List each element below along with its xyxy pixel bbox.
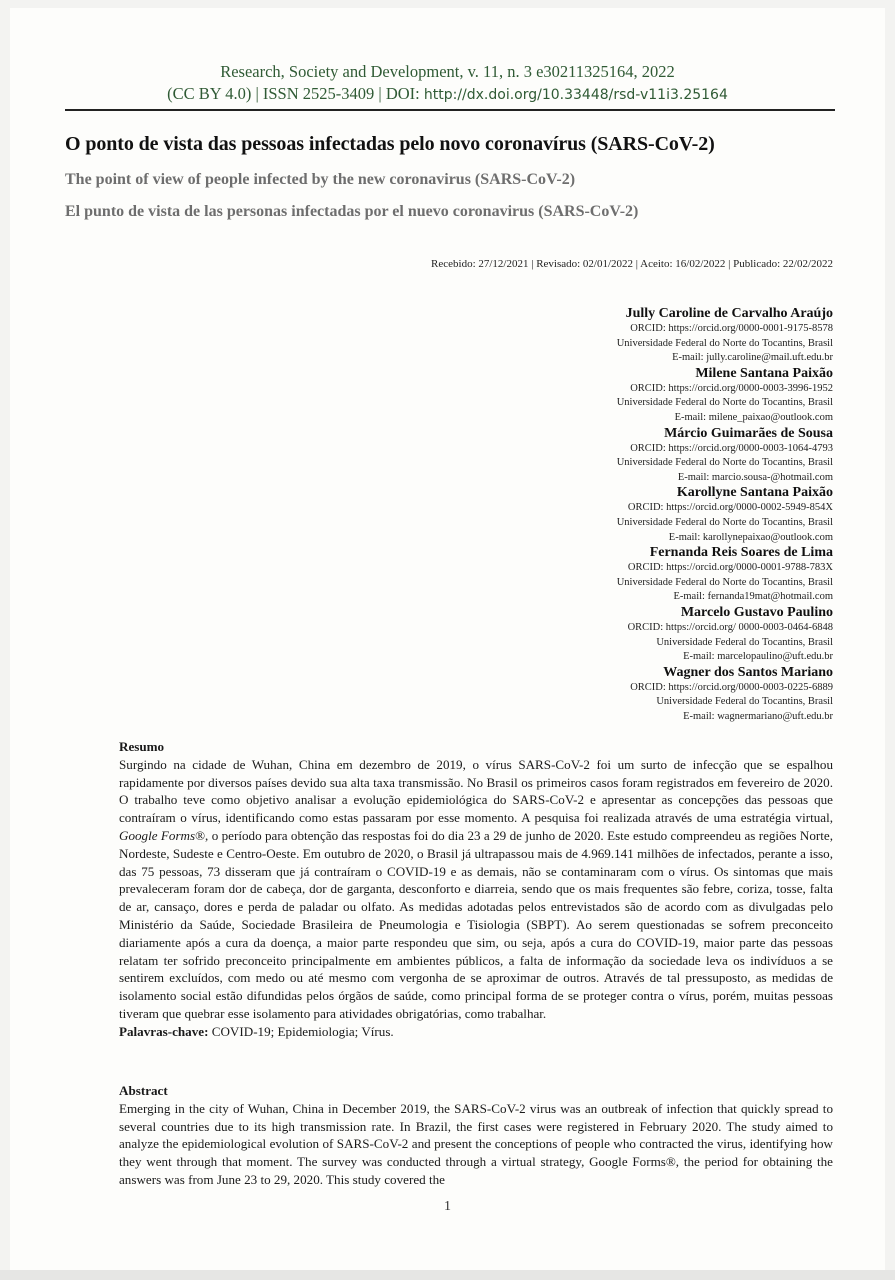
author-orcid[interactable]: ORCID: https://orcid.org/0000-0001-9788-783X bbox=[627, 562, 833, 574]
author-affiliation: Universidade Federal do Tocantins, Brasil bbox=[656, 636, 833, 648]
author-entry bbox=[617, 545, 833, 605]
author-entry bbox=[617, 426, 833, 486]
abstract-section bbox=[119, 1082, 833, 1189]
page-number: 1 bbox=[444, 1199, 451, 1214]
license-issn: (CC BY 4.0) | ISSN 2525-3409 | DOI: bbox=[167, 84, 424, 103]
author-orcid[interactable]: ORCID: https://orcid.org/0000-0003-1064-4793 bbox=[630, 442, 833, 454]
resumo-heading: Resumo bbox=[119, 739, 165, 754]
author-name: Marcelo Gustavo Paulino bbox=[680, 604, 833, 620]
page-bottom-edge bbox=[0, 1270, 895, 1280]
title-portuguese: O ponto de vista das pessoas infectadas pelo novo coronavírus (SARS-CoV-2) bbox=[65, 133, 715, 155]
author-entry bbox=[617, 605, 833, 665]
abstract-heading: Abstract bbox=[119, 1083, 168, 1098]
author-email[interactable]: E-mail: karollynepaixao@outlook.com bbox=[668, 531, 833, 543]
author-affiliation: Universidade Federal do Norte do Tocantins, Brasil bbox=[616, 457, 833, 469]
author-orcid[interactable]: ORCID: https://orcid.org/0000-0002-5949-854X bbox=[627, 502, 833, 514]
author-email[interactable]: E-mail: jully.caroline@mail.uft.edu.br bbox=[672, 352, 833, 364]
author-affiliation: Universidade Federal do Tocantins, Brasil bbox=[656, 696, 833, 708]
author-orcid[interactable]: ORCID: https://orcid.org/ 0000-0003-0464-6848 bbox=[627, 621, 833, 633]
author-name: Jully Caroline de Carvalho Araújo bbox=[625, 306, 833, 321]
title-spanish: El punto de vista de las personas infectadas por el nuevo coronavirus (SARS-CoV-2) bbox=[65, 203, 639, 220]
author-affiliation: Universidade Federal do Norte do Tocantins, Brasil bbox=[616, 397, 833, 409]
resumo-section bbox=[119, 738, 833, 1041]
keywords-line bbox=[119, 1023, 833, 1041]
author-email[interactable]: E-mail: fernanda19mat@hotmail.com bbox=[673, 591, 833, 603]
author-name: Wagner dos Santos Mariano bbox=[663, 664, 833, 680]
abstract-text: Emerging in the city of Wuhan, China in December 2019, the SARS-CoV-2 virus was an outbreak of infection that quickly spread to several countries due to its high transmission rate. In Brazil, the first cases were registered in February 2020. The study aimed to analyze the epidemiological evolution of SARS-CoV-2 and present the conceptions of people who contracted the virus, identifying how they went through that moment. The survey was conducted through a virtual strategy, Google Forms®, the period for obtaining the answers was from June 23 to 29, 2020. This study covered the bbox=[119, 1100, 833, 1187]
author-email[interactable]: E-mail: wagnermariano@uft.edu.br bbox=[683, 710, 833, 722]
author-name: Karollyne Santana Paixão bbox=[676, 485, 833, 501]
author-email[interactable]: E-mail: marcio.sousa-@hotmail.com bbox=[677, 471, 833, 483]
license-issn-doi bbox=[0, 83, 895, 106]
author-orcid[interactable]: ORCID: https://orcid.org/0000-0003-0225-6889 bbox=[630, 681, 833, 693]
journal-citation: Research, Society and Development, v. 11, n. 3 e30211325164, 2022 bbox=[220, 62, 675, 81]
author-list bbox=[617, 306, 833, 724]
author-orcid[interactable]: ORCID: https://orcid.org/0000-0003-3996-1952 bbox=[630, 382, 833, 394]
publication-dates: Recebido: 27/12/2021 | Revisado: 02/01/2022 | Aceito: 16/02/2022 | Publicado: 22/02/2022 bbox=[431, 258, 833, 270]
author-orcid[interactable]: ORCID: https://orcid.org/0000-0001-9175-8578 bbox=[630, 323, 833, 334]
author-entry bbox=[617, 665, 833, 725]
author-affiliation: Universidade Federal do Norte do Tocantins, Brasil bbox=[616, 516, 833, 528]
google-forms-term: Google Forms bbox=[119, 827, 196, 843]
author-entry bbox=[617, 485, 833, 545]
author-name: Milene Santana Paixão bbox=[695, 365, 833, 381]
resumo-text bbox=[119, 756, 833, 1023]
author-affiliation: Universidade Federal do Norte do Tocantins, Brasil bbox=[616, 337, 833, 349]
author-name: Márcio Guimarães de Sousa bbox=[664, 425, 833, 441]
resumo-text-part2: ®, o período para obtenção das respostas foi do dia 23 a 29 de junho de 2020. Este estudo compreendeu as regiões Norte, Nordeste, Sudeste e Centro-Oeste. Em outubro de 2020, o Brasil já ultrapassou mais de 4.969.141 milhões de infectados, perante a isso, das 75 pessoas, 73 disseram que já contraíram o COVID-19 e as demais, não se contaminaram com o vírus. Os sintomas que mais prevaleceram foram dor de cabeça, dor de garganta, desconforto e diarreia, sendo que os mais frequentes são febre, coriza, tosse, falta de ar, cansaço, dores e perda de paladar ou olfato. As medidas adotadas pelos entrevistados são de acordo com as divulgadas pelo Ministério da Saúde, Sociedade Brasileira de Pneumologia e Tisiologia (SBPT). Ao serem questionadas se sofrem preconceito diariamente após a cura da doença, a maior parte respondeu que sim, ou seja, após a cura do COVID-19, maior parte das pessoas relatam ter sofrido preconceito principalmente em ambientes públicos, a falta de informação da sociedade leva os indivíduos a se sentirem excluídos, com medo ou até mesmo com vergonha de se aproximar de outros. Através de tal pressuposto, as medidas de isolamento social estão difundidas pelos órgãos de saúde, como principal forma de se proteger contra o vírus, porém, muitas pessoas tiveram que quebrar esse isolamento para atividades obrigatórias, como trabalhar. bbox=[119, 827, 833, 1021]
title-english: The point of view of people infected by the new coronavirus (SARS-CoV-2) bbox=[65, 171, 576, 188]
author-entry bbox=[617, 366, 833, 426]
keywords: COVID-19; Epidemiologia; Vírus. bbox=[208, 1023, 394, 1039]
resumo-text-part1: Surgindo na cidade de Wuhan, China em dezembro de 2019, o vírus SARS-CoV-2 foi um surto de infecção que se espalhou rapidamente por diversos países devido sua alta taxa transmissão. No Brasil os primeiros casos foram registrados em fevereiro de 2020. O trabalho teve como objetivo analisar a evolução epidemiológica do SARS-CoV-2 e apresentar as concepções das pessoas que contraíram o vírus, identificando como estas passaram por esse momento. A pesquisa foi realizada através de uma estratégia virtual, bbox=[119, 756, 833, 826]
header-divider bbox=[65, 109, 835, 111]
author-email[interactable]: E-mail: marcelopaulino@uft.edu.br bbox=[683, 651, 833, 663]
doi-link[interactable]: http://dx.doi.org/10.33448/rsd-v11i3.25164 bbox=[423, 87, 728, 103]
author-name: Fernanda Reis Soares de Lima bbox=[649, 545, 833, 561]
author-affiliation: Universidade Federal do Norte do Tocantins, Brasil bbox=[616, 576, 833, 588]
author-entry bbox=[617, 306, 833, 366]
keywords-label: Palavras-chave: bbox=[119, 1023, 209, 1039]
author-email[interactable]: E-mail: milene_paixao@outlook.com bbox=[674, 411, 833, 423]
